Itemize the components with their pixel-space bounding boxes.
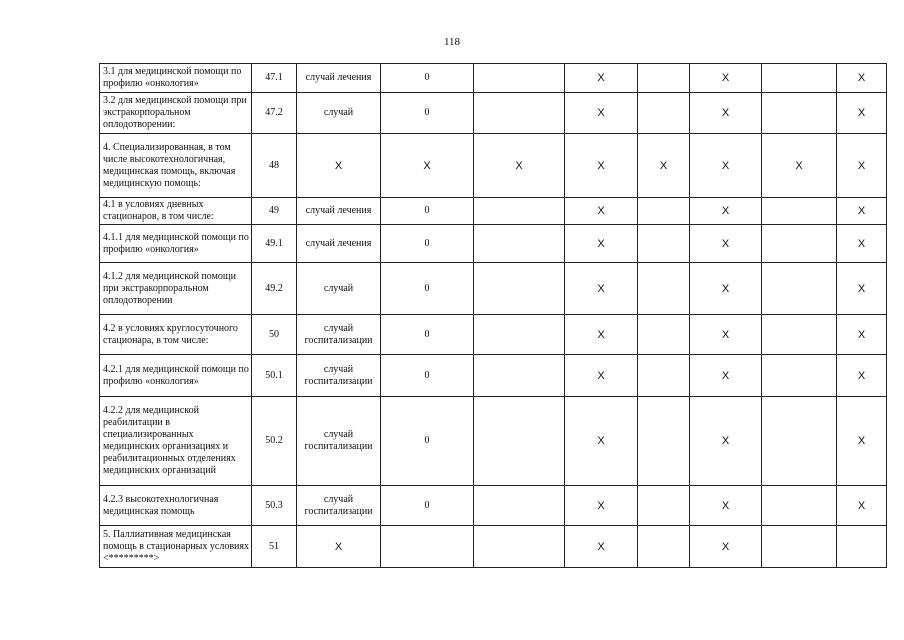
value-cell [474, 397, 565, 486]
row-code-cell: 49.2 [252, 263, 297, 315]
value-cell [762, 315, 837, 355]
value-cell [474, 263, 565, 315]
value-cell: X [690, 225, 762, 263]
value-cell: 0 [381, 93, 474, 134]
value-cell: X [565, 526, 638, 568]
row-name-cell: 4.2 в условиях круглосуточного стационара, в том числе: [100, 315, 252, 355]
value-cell: X [565, 198, 638, 225]
value-cell [638, 315, 690, 355]
row-unit-cell: случай госпитализации [297, 315, 381, 355]
value-cell: X [690, 93, 762, 134]
value-cell: X [837, 134, 887, 198]
value-cell: X [565, 134, 638, 198]
value-cell [837, 526, 887, 568]
row-unit-cell: случай госпитализации [297, 397, 381, 486]
value-cell: X [690, 134, 762, 198]
row-name-cell: 3.2 для медицинской помощи при экстракорпоральном оплодотворении: [100, 93, 252, 134]
row-name-cell: 4.1.2 для медицинской помощи при экстракорпоральном оплодотворении [100, 263, 252, 315]
value-cell [762, 225, 837, 263]
row-unit-cell: случай [297, 93, 381, 134]
value-cell: X [565, 225, 638, 263]
row-code-cell: 49.1 [252, 225, 297, 263]
page-number: 118 [443, 36, 461, 48]
value-cell [474, 225, 565, 263]
value-cell: 0 [381, 263, 474, 315]
value-cell: X [690, 486, 762, 526]
value-cell [762, 198, 837, 225]
value-cell [474, 315, 565, 355]
row-code-cell: 48 [252, 134, 297, 198]
row-unit-cell: X [297, 526, 381, 568]
row-name-cell: 4.1.1 для медицинской помощи по профилю «онкология» [100, 225, 252, 263]
row-unit-cell: случай госпитализации [297, 486, 381, 526]
row-unit-cell: случай лечения [297, 225, 381, 263]
row-name-cell: 4. Специализированная, в том числе высокотехнологичная, медицинская помощь, включая медицинскую помощь: [100, 134, 252, 198]
row-code-cell: 50.2 [252, 397, 297, 486]
value-cell: 0 [381, 198, 474, 225]
table-row [100, 397, 887, 486]
value-cell: X [837, 64, 887, 93]
value-cell [638, 198, 690, 225]
table-row [100, 198, 887, 225]
row-code-cell: 50 [252, 315, 297, 355]
value-cell [762, 263, 837, 315]
table-row [100, 134, 887, 198]
value-cell: X [565, 315, 638, 355]
value-cell [474, 355, 565, 397]
value-cell: X [474, 134, 565, 198]
value-cell [638, 64, 690, 93]
value-cell: 0 [381, 64, 474, 93]
row-name-cell: 5. Паллиативная медицинская помощь в стационарных условиях <*********> [100, 526, 252, 568]
table-row [100, 93, 887, 134]
value-cell: X [690, 355, 762, 397]
row-name-cell: 4.2.1 для медицинской помощи по профилю «онкология» [100, 355, 252, 397]
value-cell: X [690, 198, 762, 225]
row-unit-cell: случай госпитализации [297, 355, 381, 397]
value-cell [381, 526, 474, 568]
row-unit-cell: X [297, 134, 381, 198]
value-cell: X [565, 355, 638, 397]
table-row [100, 64, 887, 93]
row-name-cell: 4.1 в условиях дневных стационаров, в том числе: [100, 198, 252, 225]
value-cell [638, 397, 690, 486]
value-cell: X [565, 93, 638, 134]
table-row [100, 526, 887, 568]
value-cell [474, 486, 565, 526]
value-cell: X [381, 134, 474, 198]
table-row [100, 263, 887, 315]
value-cell: 0 [381, 486, 474, 526]
row-name-cell: 4.2.2 для медицинской реабилитации в специализированных медицинских организациях и реабилитационных отделениях медицинских организаций [100, 397, 252, 486]
table-row [100, 486, 887, 526]
row-code-cell: 50.3 [252, 486, 297, 526]
value-cell [638, 225, 690, 263]
value-cell [638, 355, 690, 397]
row-code-cell: 49 [252, 198, 297, 225]
row-unit-cell: случай [297, 263, 381, 315]
value-cell [638, 526, 690, 568]
table-row [100, 315, 887, 355]
value-cell [762, 526, 837, 568]
value-cell [762, 93, 837, 134]
value-cell [638, 263, 690, 315]
row-code-cell: 47.2 [252, 93, 297, 134]
row-unit-cell: случай лечения [297, 64, 381, 93]
value-cell: X [565, 263, 638, 315]
value-cell: X [565, 64, 638, 93]
table-row [100, 355, 887, 397]
table-row [100, 225, 887, 263]
value-cell: X [837, 263, 887, 315]
row-code-cell: 50.1 [252, 355, 297, 397]
value-cell: X [837, 355, 887, 397]
value-cell: X [837, 397, 887, 486]
value-cell [474, 93, 565, 134]
value-cell: X [762, 134, 837, 198]
value-cell: X [837, 486, 887, 526]
row-unit-cell: случай лечения [297, 198, 381, 225]
value-cell: 0 [381, 225, 474, 263]
value-cell [638, 486, 690, 526]
value-cell: X [837, 315, 887, 355]
value-cell: X [690, 315, 762, 355]
value-cell [474, 198, 565, 225]
value-cell [474, 64, 565, 93]
value-cell: X [837, 198, 887, 225]
value-cell [762, 486, 837, 526]
value-cell: 0 [381, 315, 474, 355]
row-name-cell: 3.1 для медицинской помощи по профилю «онкология» [100, 64, 252, 93]
value-cell [762, 397, 837, 486]
value-cell: X [837, 225, 887, 263]
value-cell [474, 526, 565, 568]
row-code-cell: 47.1 [252, 64, 297, 93]
value-cell [638, 93, 690, 134]
value-cell: X [690, 526, 762, 568]
value-cell: X [690, 64, 762, 93]
value-cell: 0 [381, 397, 474, 486]
value-cell: X [565, 486, 638, 526]
value-cell: X [690, 397, 762, 486]
value-cell: X [690, 263, 762, 315]
value-cell: X [565, 397, 638, 486]
row-name-cell: 4.2.3 высокотехнологичная медицинская помощь [100, 486, 252, 526]
row-code-cell: 51 [252, 526, 297, 568]
value-cell [762, 64, 837, 93]
value-cell: 0 [381, 355, 474, 397]
value-cell [762, 355, 837, 397]
value-cell: X [638, 134, 690, 198]
value-cell: X [837, 93, 887, 134]
data-table [99, 63, 887, 568]
